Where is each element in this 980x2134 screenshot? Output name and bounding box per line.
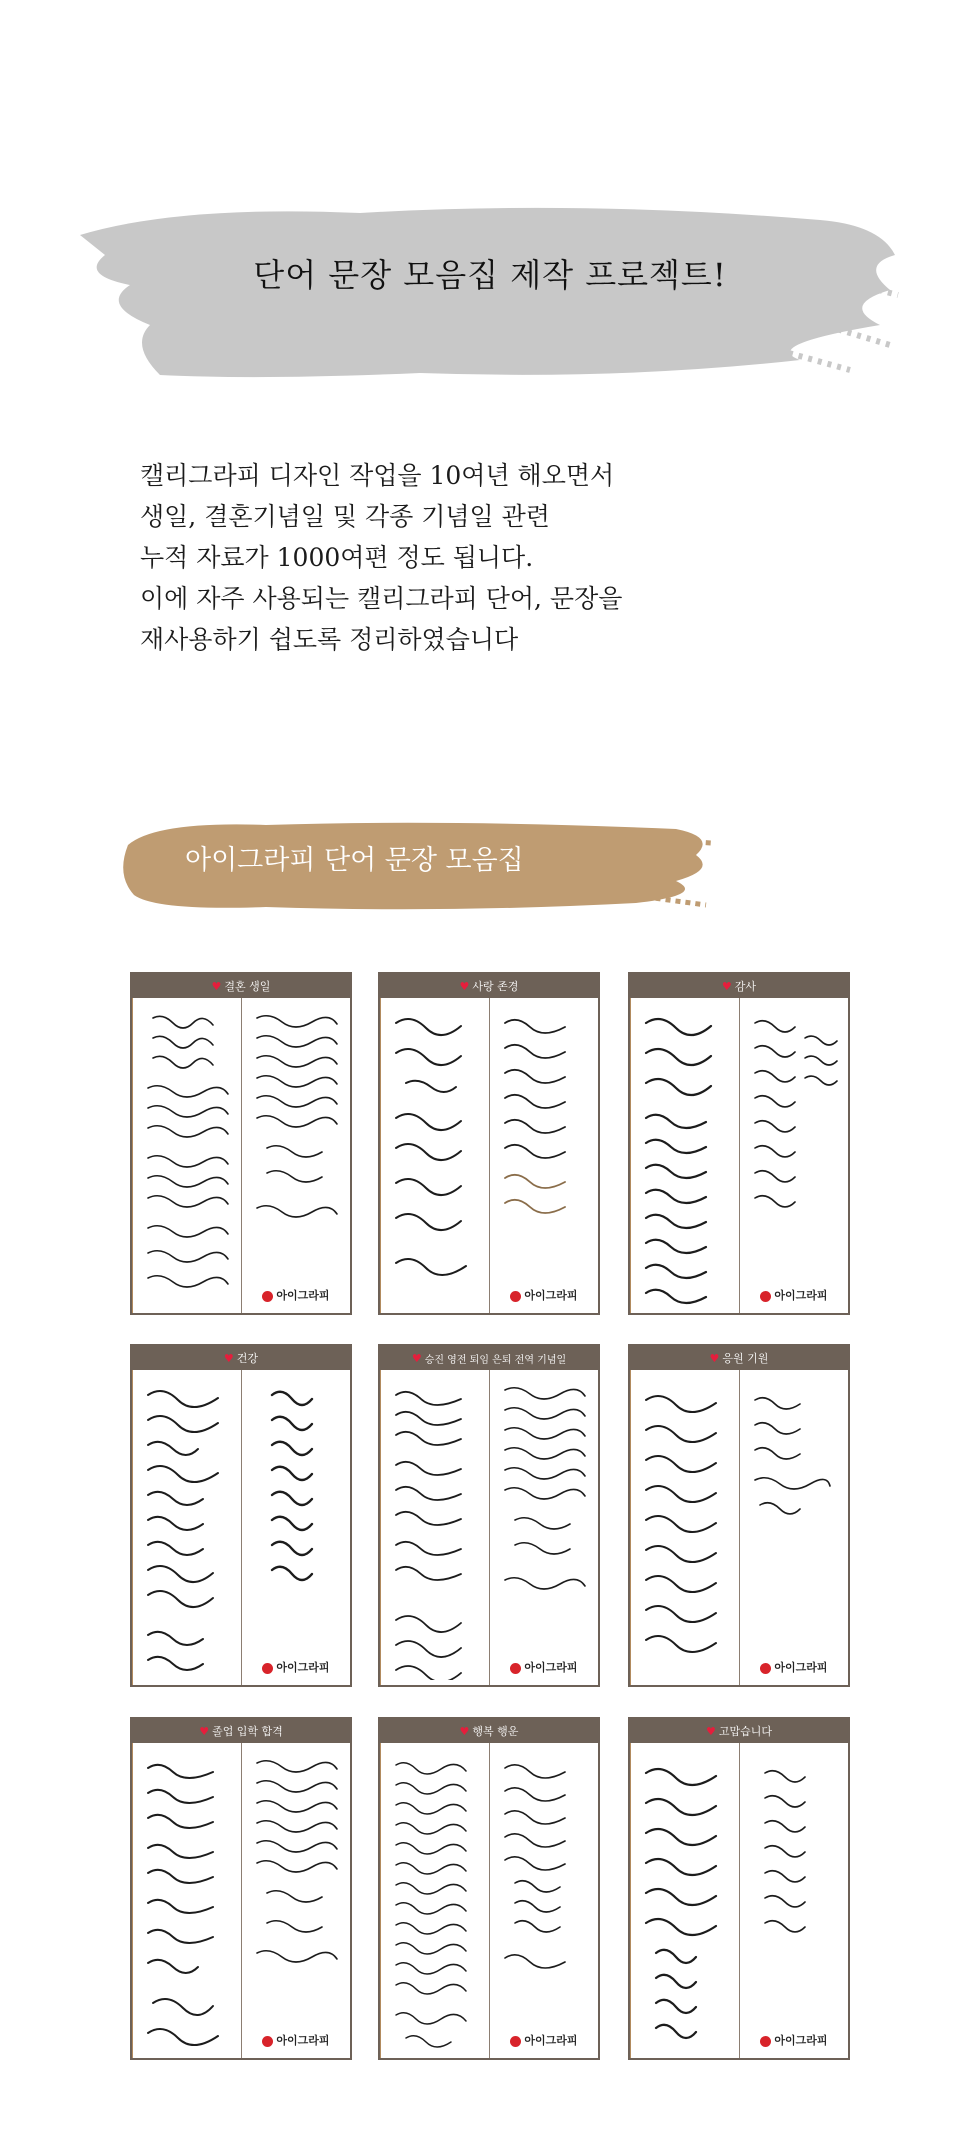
- intro-line: 재사용하기 쉽도록 정리하였습니다: [140, 625, 519, 654]
- calligraphy-column: [132, 1743, 241, 2058]
- calligraphy-sample: [641, 1753, 731, 2053]
- card-cheer-wish[interactable]: [628, 1344, 850, 1687]
- brand-logo-icon: [262, 2036, 273, 2047]
- calligraphy-column: [380, 998, 489, 1313]
- card-header: [630, 1346, 848, 1370]
- brand-name: 아이그라피: [276, 2034, 330, 2047]
- card-body: [630, 998, 848, 1313]
- brand-name: 아이그라피: [276, 1661, 330, 1674]
- calligraphy-sample: [143, 1753, 233, 2053]
- intro-line: 캘리그라피 디자인 작업을 10여년 해오면서: [140, 461, 615, 490]
- calligraphy-column: [132, 998, 241, 1313]
- section-title: 아이그라피 단어 문장 모음집: [185, 845, 524, 876]
- card-title: 졸업 입학 합격: [212, 1725, 283, 1738]
- heart-icon: ♥: [411, 1351, 422, 1365]
- card-header: [380, 1346, 598, 1370]
- calligraphy-sample: [500, 1008, 590, 1238]
- heart-icon: ♥: [459, 979, 470, 993]
- card-header: [132, 1719, 350, 1743]
- card-health[interactable]: [130, 1344, 352, 1687]
- calligraphy-column: [739, 1743, 848, 2058]
- brand-logo: [754, 1287, 834, 1303]
- calligraphy-sample: [143, 1008, 233, 1308]
- heart-icon: ♥: [459, 1724, 470, 1738]
- brand-logo: [504, 1287, 584, 1303]
- brand-logo-icon: [760, 1291, 771, 1302]
- brand-name: 아이그라피: [774, 1289, 828, 1302]
- card-header: [132, 974, 350, 998]
- calligraphy-column: [132, 1370, 241, 1685]
- calligraphy-sample: [252, 1753, 342, 1983]
- card-header: [630, 974, 848, 998]
- heart-icon: ♥: [223, 1351, 234, 1365]
- card-body: [380, 1743, 598, 2058]
- heart-icon: ♥: [199, 1724, 210, 1738]
- calligraphy-sample: [641, 1008, 731, 1308]
- card-body: [630, 1743, 848, 2058]
- brand-logo: [754, 1659, 834, 1675]
- card-thank-you[interactable]: [628, 1717, 850, 2060]
- brand-logo: [504, 2032, 584, 2048]
- brand-name: 아이그라피: [524, 1289, 578, 1302]
- card-header: [380, 974, 598, 998]
- card-header: [630, 1719, 848, 1743]
- calligraphy-sample: [391, 1753, 481, 2053]
- calligraphy-sample: [750, 1008, 840, 1238]
- heart-icon: ♥: [211, 979, 222, 993]
- brand-logo-icon: [510, 1663, 521, 1674]
- card-title: 응원 기원: [722, 1352, 769, 1365]
- card-title: 승진 영전 퇴임 은퇴 전역 기념일: [424, 1354, 567, 1366]
- heart-icon: ♥: [709, 1351, 720, 1365]
- card-title: 감사: [734, 980, 757, 993]
- calligraphy-column: [489, 1370, 598, 1685]
- calligraphy-column: [739, 1370, 848, 1685]
- brand-logo-icon: [760, 2036, 771, 2047]
- card-body: [132, 1743, 350, 2058]
- calligraphy-column: [630, 998, 739, 1313]
- card-promotion-retirement[interactable]: [378, 1344, 600, 1687]
- calligraphy-sample: [500, 1753, 590, 1983]
- brand-name: 아이그라피: [276, 1289, 330, 1302]
- calligraphy-column: [241, 998, 350, 1313]
- heart-icon: ♥: [705, 1724, 716, 1738]
- brand-logo-icon: [510, 2036, 521, 2047]
- card-header: [132, 1346, 350, 1370]
- intro-text: [140, 455, 860, 660]
- page-headline: 단어 문장 모음집 제작 프로젝트!: [253, 256, 727, 294]
- calligraphy-sample: [500, 1380, 590, 1610]
- calligraphy-sample: [641, 1380, 731, 1680]
- card-title: 행복 행운: [472, 1725, 519, 1738]
- intro-line: 생일, 결혼기념일 및 각종 기념일 관련: [140, 502, 550, 531]
- card-thanks[interactable]: [628, 972, 850, 1315]
- heart-icon: ♥: [721, 979, 732, 993]
- card-body: [380, 998, 598, 1313]
- calligraphy-sample: [143, 1380, 233, 1680]
- brand-logo-icon: [760, 1663, 771, 1674]
- calligraphy-column: [630, 1743, 739, 2058]
- card-wedding-birthday[interactable]: [130, 972, 352, 1315]
- intro-line: 누적 자료가 1000여편 정도 됩니다.: [140, 543, 534, 572]
- brand-logo: [256, 2032, 336, 2048]
- brand-name: 아이그라피: [774, 1661, 828, 1674]
- brand-logo-icon: [510, 1291, 521, 1302]
- card-happiness-luck[interactable]: [378, 1717, 600, 2060]
- card-body: [132, 1370, 350, 1685]
- intro-line: 이에 자주 사용되는 캘리그라피 단어, 문장을: [140, 584, 623, 613]
- card-body: [380, 1370, 598, 1685]
- brand-name: 아이그라피: [774, 2034, 828, 2047]
- brand-logo: [256, 1287, 336, 1303]
- brand-name: 아이그라피: [524, 1661, 578, 1674]
- calligraphy-sample: [391, 1380, 481, 1680]
- brand-name: 아이그라피: [524, 2034, 578, 2047]
- calligraphy-column: [489, 1743, 598, 2058]
- calligraphy-sample: [750, 1753, 840, 1983]
- calligraphy-sample: [252, 1380, 342, 1610]
- brand-logo: [504, 1659, 584, 1675]
- card-body: [630, 1370, 848, 1685]
- calligraphy-column: [380, 1743, 489, 2058]
- card-title: 결혼 생일: [224, 980, 271, 993]
- calligraphy-column: [241, 1743, 350, 2058]
- card-title: 고맙습니다: [718, 1725, 772, 1738]
- card-graduation-admission[interactable]: [130, 1717, 352, 2060]
- card-love-respect[interactable]: [378, 972, 600, 1315]
- calligraphy-column: [380, 1370, 489, 1685]
- card-header: [380, 1719, 598, 1743]
- brand-logo-icon: [262, 1291, 273, 1302]
- card-body: [132, 998, 350, 1313]
- card-title: 건강: [236, 1352, 259, 1365]
- card-title: 사랑 존경: [472, 980, 519, 993]
- brand-logo-icon: [262, 1663, 273, 1674]
- calligraphy-sample: [252, 1008, 342, 1238]
- calligraphy-sample: [750, 1380, 840, 1610]
- calligraphy-column: [630, 1370, 739, 1685]
- calligraphy-sample: [391, 1008, 481, 1308]
- calligraphy-column: [489, 998, 598, 1313]
- calligraphy-column: [739, 998, 848, 1313]
- brand-logo: [256, 1659, 336, 1675]
- calligraphy-column: [241, 1370, 350, 1685]
- brand-logo: [754, 2032, 834, 2048]
